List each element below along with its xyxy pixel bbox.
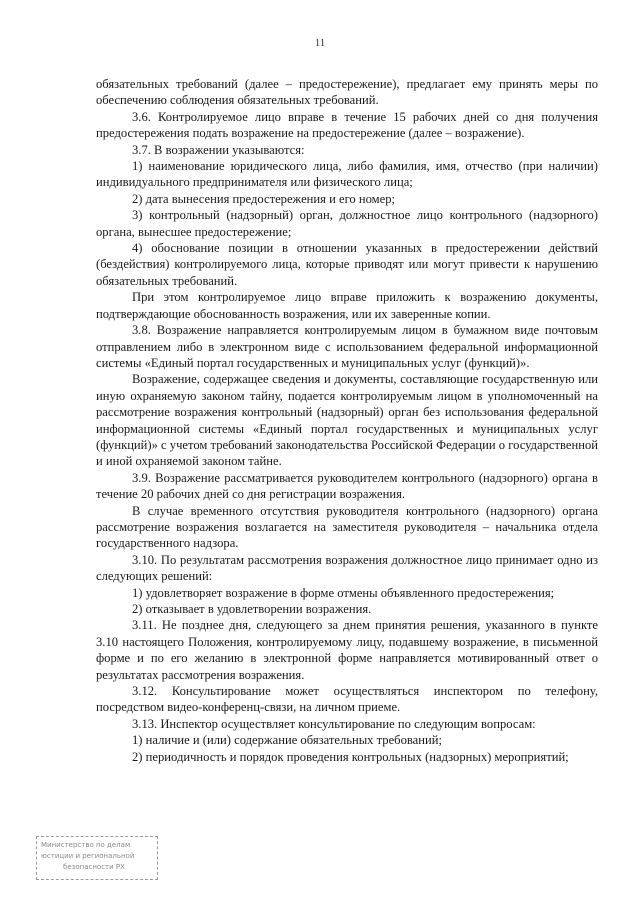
paragraph: 3.6. Контролируемое лицо вправе в течение 15 рабочих дней со дня получения предостережения подать возражение на предостережение (далее – возражение). xyxy=(96,109,598,141)
paragraph: 3.9. Возражение рассматривается руководителем контрольного (надзорного) органа в течение 20 рабочих дней со дня регистрации возражения. xyxy=(96,470,598,502)
stamp-line: безопасности РХ xyxy=(63,863,125,871)
paragraph: 3.8. Возражение направляется контролируемым лицом в бумажном виде почтовым отправлением либо в электронном виде с использованием федеральной информационной системы «Единый портал государственных и муниципальных услуг (функций)». xyxy=(96,323,598,370)
paragraph: 3.7. В возражении указываются: xyxy=(132,142,305,157)
paragraph: 1) удовлетворяет возражение в форме отмены объявленного предостережения; xyxy=(132,585,555,600)
page-number: 11 xyxy=(314,37,326,49)
registration-stamp xyxy=(36,836,158,880)
paragraph: Возражение, содержащее сведения и документы, составляющие государственную или иную охраняемую законом тайну, подается контролируемым лицом в уполномоченный на рассмотрение возражения контрольный (надзорный) орган без использования федеральной информационной системы «Единый портал государственных и муниципальных услуг (функций)» с учетом требований законодательства Российской Федерации о государственной и иной охраняемой законом тайне. xyxy=(96,372,598,469)
paragraph: В случае временного отсутствия руководителя контрольного (надзорного) органа рассмотрение возражения возлагается на заместителя руководителя – начальника отдела государственного надзора. xyxy=(96,503,598,551)
paragraph: 2) дата вынесения предостережения и его номер; xyxy=(132,191,396,206)
paragraph: 1) наименование юридического лица, либо фамилия, имя, отчество (при наличии) индивидуального предпринимателя или физического лица; xyxy=(96,159,598,190)
paragraph: 4) обоснование позиции в отношении указанных в предостережении действий (бездействия) контролируемого лица, которые приводят или могут привести к нарушению обязательных требований. xyxy=(96,241,598,288)
paragraph: 2) периодичность и порядок проведения контрольных (надзорных) мероприятий; xyxy=(132,749,569,764)
paragraph: 3) контрольный (надзорный) орган, должностное лицо контрольного (надзорного) органа, вынесшее предостережение; xyxy=(96,208,598,239)
document-body xyxy=(96,76,598,765)
paragraph: 3.10. По результатам рассмотрения возражения должностное лицо принимает одно из следующих решений: xyxy=(96,552,598,584)
paragraph: При этом контролируемое лицо вправе приложить к возражению документы, подтверждающие обоснованность возражения, или их заверенные копии. xyxy=(96,290,598,321)
paragraph: 3.11. Не позднее дня, следующего за днем принятия решения, указанного в пункте 3.10 настоящего Положения, контролируемому лицу, подавшему возражение, в письменной форме и по его желанию в электронной форме направляется мотивированный ответ о результатах рассмотрения возражения. xyxy=(96,618,598,682)
stamp-line: Министерство по делам xyxy=(41,841,131,849)
paragraph: 2) отказывает в удовлетворении возражения. xyxy=(132,602,372,616)
stamp-line: юстиции и региональной xyxy=(41,852,135,860)
paragraph: 3.13. Инспектор осуществляет консультирование по следующим вопросам: xyxy=(132,716,536,731)
paragraph: 3.12. Консультирование может осуществляться инспектором по телефону, посредством видео-конференц-связи, на личном приеме. xyxy=(96,684,598,715)
paragraph: 1) наличие и (или) содержание обязательных требований; xyxy=(132,733,442,748)
paragraph: обязательных требований (далее – предостережение), предлагает ему принять меры по обеспечению соблюдения обязательных требований. xyxy=(96,77,598,108)
